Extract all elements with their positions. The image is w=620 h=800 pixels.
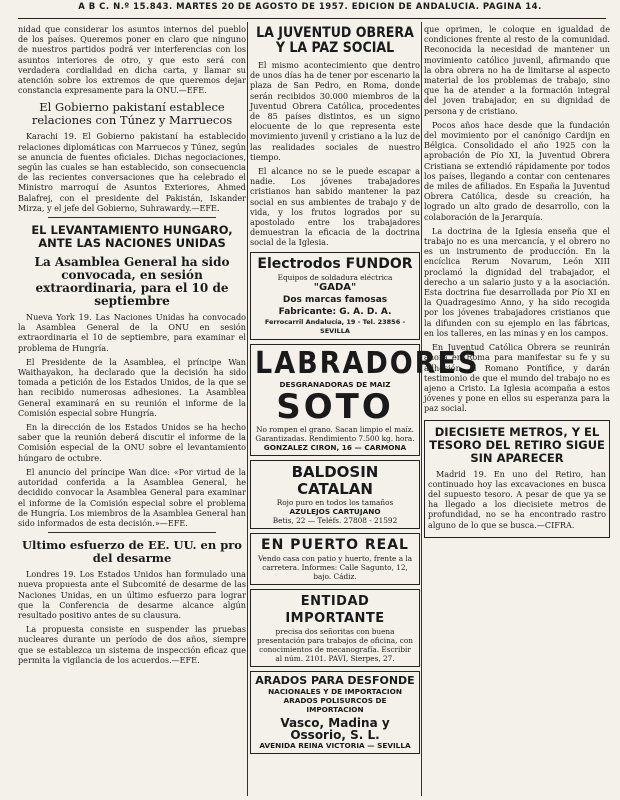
article-text: El Presidente de la Asamblea, el príncipe Wan Waithayakon, ha declarado que la decisión ha sido tomada a petición de los Estados Unidos, de la que se han recibido numerosas adhesiones. La Asamblea General examinará en su reunión el informe de la Comisión especial sobre Hungría.: [18, 356, 246, 418]
divider: [48, 217, 216, 218]
header-rule: [18, 18, 606, 19]
ad-company: Vasco, Madina y Ossorio, S. L.: [280, 715, 390, 742]
ad-labradores: [250, 344, 480, 456]
article-text: La doctrina de la Iglesia enseña que el trabajo no es una mercancía, y el obrero no es un instrumento de producción. En la encíclica Rerum Novarum, León XIII proclamó la dignidad del trabajador, el derecho a un salario justo y a la asociación. Esta doctrina fue desarrollada por Pío XI en la Quadragesimo Anno, y ha sido recogida por los jóvenes trabajadores cristianos que la difunden con su ejemplo en las fábricas, en los talleres, en las minas y en los campos.: [424, 225, 610, 338]
ad-text: AZULEJOS CARTUJANO: [289, 506, 381, 516]
ad-fundor: [250, 252, 420, 340]
headline-disarmament: Ultimo esfuerzo de EE. UU. en pro del desarme: [22, 538, 242, 566]
ad-text: ARADOS POLISURCOS DE IMPORTACION: [283, 695, 387, 714]
article-text: En la dirección de los Estados Unidos se ha hecho saber que la reunión deberá discutir el informe de la Comisión especial de la ONU sobre el levantamiento húngaro de octubre.: [18, 422, 246, 463]
article-text: Londres 19. Los Estados Unidos han formulado una nueva propuesta ante el Subcomité de desarme de las Naciones Unidas, en un último esfuerzo para lograr que la Conferencia de desarme alcance algún resultado positivo antes de su clausura.: [18, 569, 246, 620]
ad-title: Electrodos FUNDOR: [257, 255, 413, 272]
ad-text: No rompen el grano. Sacan limpio el maíz. Garantizadas. Rendimiento 7.500 kg. hora.: [255, 424, 415, 443]
ad-brand: "GADA": [313, 281, 357, 293]
ad-puerto-real: [250, 533, 420, 585]
ad-arados: [250, 671, 420, 754]
ad-title: ENTIDAD IMPORTANTE: [285, 593, 385, 626]
article-text: Nueva York 19. Las Naciones Unidas ha convocado la Asamblea General de la ONU en sesión extraordinaria el 10 de septiembre, para examinar el problema de Hungría.: [18, 312, 246, 353]
article-text: nidad que considerar los asuntos internos del pueblo de los países. Queremos poner en claro que ninguno de nuestros partidos podrá ver interferencias con los asuntos interiores de otro, y que esto será con verdadera cordialidad en dicha carta, y llamar su atención sobre los extremos de que queremos dejar constancia expresamente para la ONU.—EFE.: [18, 24, 246, 96]
column-2: [250, 24, 480, 794]
article-text: El mismo acontecimiento que dentro de unos días ha de tener por escenario la plaza de San Pedro, en Roma, donde serán recibidos 30.000 miembros de la Juventud Obrera Católica, procedentes de 85 países distintos, es un signo elocuente de lo que representa este movimiento juvenil y cristiano a la luz de las realidades sociales de nuestro tiempo.: [250, 60, 420, 162]
article-text: que oprimen, le coloque en igualdad de condiciones frente al resto de la comunidad. Reconocida la necesidad de mantener un movimiento católico juvenil, afirmando que la obra obrera no ha de limitarse al aspecto material de los problemas de trabajo, sino que ha de atender a la formación integral del joven trabajador, en su dignidad de persona y de cristiano.: [424, 24, 610, 116]
subheadline-assembly: La Asamblea General ha sido convocada, en sesión extraordinaria, para el 10 de septiembre: [34, 255, 230, 309]
ad-entidad: [250, 589, 420, 667]
column-1: [18, 24, 246, 794]
ad-text: DESGRANADORAS DE MAIZ: [279, 379, 391, 389]
ad-text: Equipos de soldadura eléctrica: [277, 272, 393, 282]
article-text: En Juventud Católica Obrera se reunirán ahora en Roma para manifestar su fe y su adhesión al Romano Pontífice, y darán testimonio de que el mundo del trabajo no es ajeno a Cristo. La Iglesia acompaña a estos jóvenes y pone en ellos su esperanza para la paz social.: [424, 342, 610, 414]
ad-title: EN PUERTO REAL: [261, 536, 409, 553]
news-box-treasure: [424, 420, 610, 538]
article-text: Pocos años hace desde que la fundación del movimiento por el canónigo Cardijn en Bélgica. Consolidado el año 1925 con la aprobación de Pío XI, la Juventud Obrera Cristiana se extendió rápidamente por todos los países, llegando a contar con centenares de miles de afiliados. En España la Juventud Obrera Católica, desde su creación, ha logrado un alto grado de desarrollo, con la colaboración de la Jerarquía.: [424, 119, 610, 222]
ad-text: Rojo puro en todos los tamaños: [276, 497, 394, 507]
headline-youth: LA JUVENTUD OBRERA Y LA PAZ SOCIAL: [256, 25, 414, 56]
ad-text: Dos marcas famosas: [282, 294, 388, 305]
ad-text: Vendo casa con patio y huerto, frente a la carretera. Informes: Calle Sagunto, 12, bajo. Cádiz.: [257, 553, 413, 581]
headline-pakistan: El Gobierno pakistaní establece relaciones con Túnez y Marruecos: [31, 100, 233, 128]
article-text: El anuncio del príncipe Wan dice: «Por virtud de la autoridad conferida a la Asamblea General, he decidido convocar la Asamblea General para examinar el informe de la Comisión especial sobre el problema de Hungría. Los miembros de la Asamblea General han sido informados de esta decisión.»—EFE.: [18, 466, 246, 528]
page-header: A B C. N.º 15.843. MARTES 20 DE AGOSTO DE 1957. EDICION DE ANDALUCIA. PAGINA 14.: [78, 2, 542, 12]
ad-title: ARADOS PARA DESFONDE: [255, 673, 415, 687]
divider: [48, 532, 216, 533]
headline-treasure: DIECISIETE METROS, Y EL TESORO DEL RETIRO SIGUE SIN APARECER: [429, 424, 605, 465]
article-text: La propuesta consiste en suspender las pruebas nucleares durante un período de dos años, siempre que se establezca un sistema de inspección eficaz que permita la vigilancia de los acuerdos.—EFE.: [18, 624, 246, 665]
ad-address: Betis, 22 — Teléfs. 27808 - 21592: [272, 515, 398, 525]
headline-hungary: EL LEVANTAMIENTO HUNGARO, ANTE LAS NACIONES UNIDAS: [31, 223, 233, 251]
article-text: Karachi 19. El Gobierno pakistaní ha establecido relaciones diplomáticas con Marruecos y Túnez, según se anuncia de fuentes oficiales. Dichas negociaciones, según las cuales se han establecido, son consecuencia de las recientes conversaciones que ha celebrado el Ministro marroquí de Asuntos Exteriores, Ahmed Balafrej, con el presidente del Pakistán, Iskander Mirza, y el jefe del Gobierno, Suhrawardy.—EFE.: [18, 131, 246, 213]
ad-text: Fabricante: G. A. D. A.: [278, 306, 392, 317]
ad-text: precisa dos señoritas con buena presentación para trabajos de oficina, con conocimientos de mecanografía. Escribir al núm. 2101. PAVI, Sierpes, 27.: [257, 626, 413, 663]
column-3: [424, 24, 610, 794]
ad-baldosin: [250, 460, 420, 529]
ad-address: GONZALEZ CIRON, 16 — CARMONA: [263, 442, 407, 452]
article-text: El alcance no se le puede escapar a nadie. Los jóvenes trabajadores cristianos han sabido mantener la paz social en sus ambientes de trabajo y de vida, y los frutos logrados por su apostolado entre los trabajadores demuestran la eficacia de la doctrina social de la Iglesia.: [250, 166, 420, 248]
ad-title: BALDOSIN CATALAN: [291, 462, 379, 498]
article-text: Madrid 19. En uno del Retiro, han continuado hoy las excavaciones en busca del supuesto tesoro. A pesar de que ya se ha llegado a los diecisiete metros de profundidad, no se ha encontrado rastro alguno de lo que se busca.—CIFRA.: [428, 468, 606, 530]
column-divider: [247, 22, 248, 796]
ad-text: NACIONALES Y DE IMPORTACION: [268, 686, 402, 696]
ad-title: LABRADORES: [255, 345, 480, 381]
column-divider: [421, 22, 422, 796]
ad-brand: SOTO: [276, 386, 394, 427]
ad-address: Ferrocarril Andalucía, 19 - Tel. 23856 - SEVILLA: [264, 317, 406, 335]
ad-address: AVENIDA REINA VICTORIA — SEVILLA: [259, 740, 411, 750]
